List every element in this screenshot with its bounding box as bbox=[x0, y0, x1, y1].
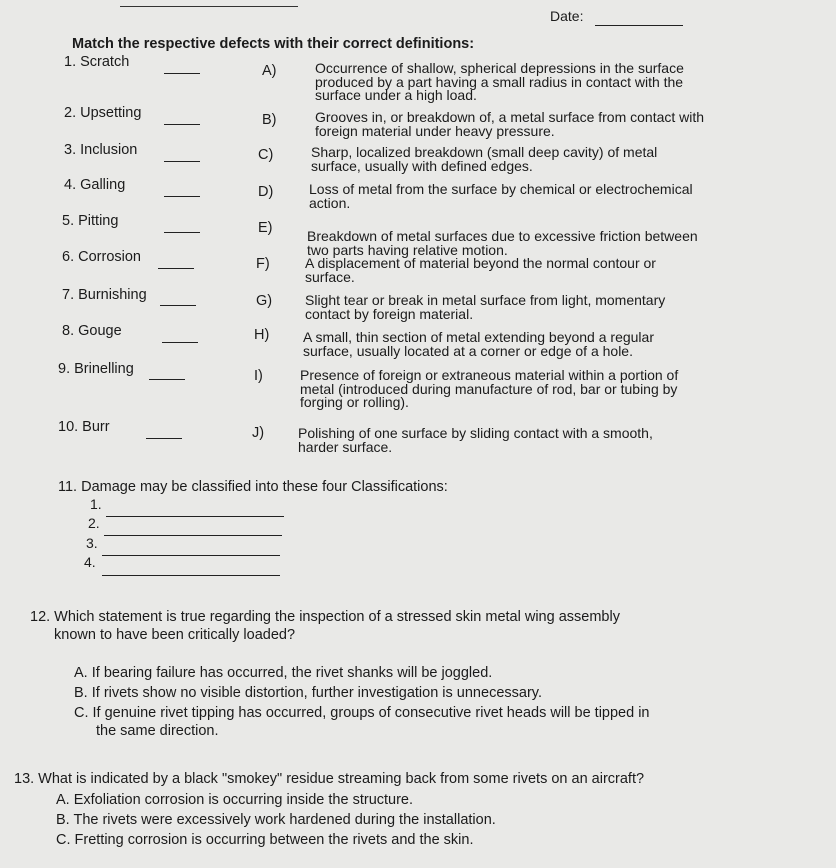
def-letter-d: D) bbox=[258, 184, 274, 200]
term-6: 6. Corrosion bbox=[62, 249, 141, 265]
q13-option-c[interactable]: C. Fretting corrosion is occurring between the rivets and the skin. bbox=[56, 832, 474, 848]
answer-blank-9[interactable] bbox=[149, 379, 185, 380]
term-8: 8. Gouge bbox=[62, 323, 122, 339]
q11-blank-1[interactable] bbox=[106, 516, 284, 517]
date-blank[interactable] bbox=[595, 25, 683, 26]
def-f: A displacement of material beyond the normal contour or surface. bbox=[305, 255, 656, 285]
answer-blank-10[interactable] bbox=[146, 438, 182, 439]
answer-blank-3[interactable] bbox=[164, 161, 200, 162]
date-label: Date: bbox=[550, 8, 584, 24]
term-9: 9. Brinelling bbox=[58, 361, 134, 377]
def-b: Grooves in, or breakdown of, a metal surface from contact with foreign material under heavy pressure. bbox=[315, 109, 705, 139]
q12-option-c[interactable]: C. If genuine rivet tipping has occurred, groups of consecutive rivet heads will be tipped in the same direction. bbox=[74, 705, 650, 739]
answer-blank-7[interactable] bbox=[160, 305, 196, 306]
def-i: Presence of foreign or extraneous material within a portion of metal (introduced during manufacture of rod, bar or tubing by forging or rolling). bbox=[300, 367, 679, 410]
answer-blank-2[interactable] bbox=[164, 124, 200, 125]
def-letter-c: C) bbox=[258, 147, 274, 163]
term-2: 2. Upsetting bbox=[64, 105, 142, 121]
q11-item-3: 3. bbox=[86, 535, 98, 551]
q11-blank-4[interactable] bbox=[102, 575, 280, 576]
def-letter-g: G) bbox=[256, 293, 273, 309]
def-letter-e: E) bbox=[258, 220, 273, 236]
answer-blank-4[interactable] bbox=[164, 196, 200, 197]
answer-blank-5[interactable] bbox=[164, 232, 200, 233]
q11-item-2: 2. bbox=[88, 515, 100, 531]
q12-option-b[interactable]: B. If rivets show no visible distortion, further investigation is unnecessary. bbox=[74, 685, 542, 701]
q11-text: 11. Damage may be classified into these four Classifications: bbox=[58, 479, 448, 495]
q12-option-a[interactable]: A. If bearing failure has occurred, the rivet shanks will be joggled. bbox=[74, 665, 493, 681]
answer-blank-8[interactable] bbox=[162, 342, 198, 343]
def-d: Loss of metal from the surface by chemical or electrochemical action. bbox=[309, 181, 693, 211]
q11-blank-2[interactable] bbox=[104, 535, 282, 536]
answer-blank-1[interactable] bbox=[164, 73, 200, 74]
def-g: Slight tear or break in metal surface from light, momentary contact by foreign material. bbox=[305, 292, 666, 322]
def-c: Sharp, localized breakdown (small deep cavity) of metal surface, usually with defined edges. bbox=[311, 144, 658, 174]
def-letter-a: A) bbox=[262, 63, 277, 79]
q11-item-4: 4. bbox=[84, 554, 96, 570]
term-7: 7. Burnishing bbox=[62, 287, 147, 303]
term-4: 4. Galling bbox=[64, 177, 126, 193]
def-letter-h: H) bbox=[254, 327, 270, 343]
def-letter-j: J) bbox=[252, 425, 265, 441]
answer-blank-6[interactable] bbox=[158, 268, 194, 269]
def-h: A small, thin section of metal extending beyond a regular surface, usually located at a corner or edge of a hole. bbox=[303, 329, 654, 359]
term-3: 3. Inclusion bbox=[64, 142, 138, 158]
q13-option-b[interactable]: B. The rivets were excessively work hardened during the installation. bbox=[56, 812, 496, 828]
def-letter-b: B) bbox=[262, 112, 277, 128]
instructions: Match the respective defects with their correct definitions: bbox=[72, 36, 475, 52]
def-e: Breakdown of metal surfaces due to excessive friction between two parts having relative motion. bbox=[307, 228, 698, 258]
term-1: 1. Scratch bbox=[64, 54, 130, 70]
def-letter-i: I) bbox=[254, 368, 263, 384]
top-rule bbox=[120, 6, 298, 7]
def-j: Polishing of one surface by sliding contact with a smooth, harder surface. bbox=[298, 425, 653, 455]
term-5: 5. Pitting bbox=[62, 213, 119, 229]
term-10: 10. Burr bbox=[58, 419, 110, 435]
def-a: Occurrence of shallow, spherical depressions in the surface produced by a part having a small radius in contact with the surface under a high load. bbox=[315, 60, 684, 103]
q12-text: 12. Which statement is true regarding the inspection of a stressed skin metal wing assembly known to have been critically loaded? bbox=[30, 609, 620, 643]
q11-item-1: 1. bbox=[90, 496, 102, 512]
q13-option-a[interactable]: A. Exfoliation corrosion is occurring inside the structure. bbox=[56, 792, 414, 808]
q11-blank-3[interactable] bbox=[102, 555, 280, 556]
def-letter-f: F) bbox=[256, 256, 270, 272]
q13-text: 13. What is indicated by a black "smokey" residue streaming back from some rivets on an aircraft? bbox=[14, 771, 645, 787]
